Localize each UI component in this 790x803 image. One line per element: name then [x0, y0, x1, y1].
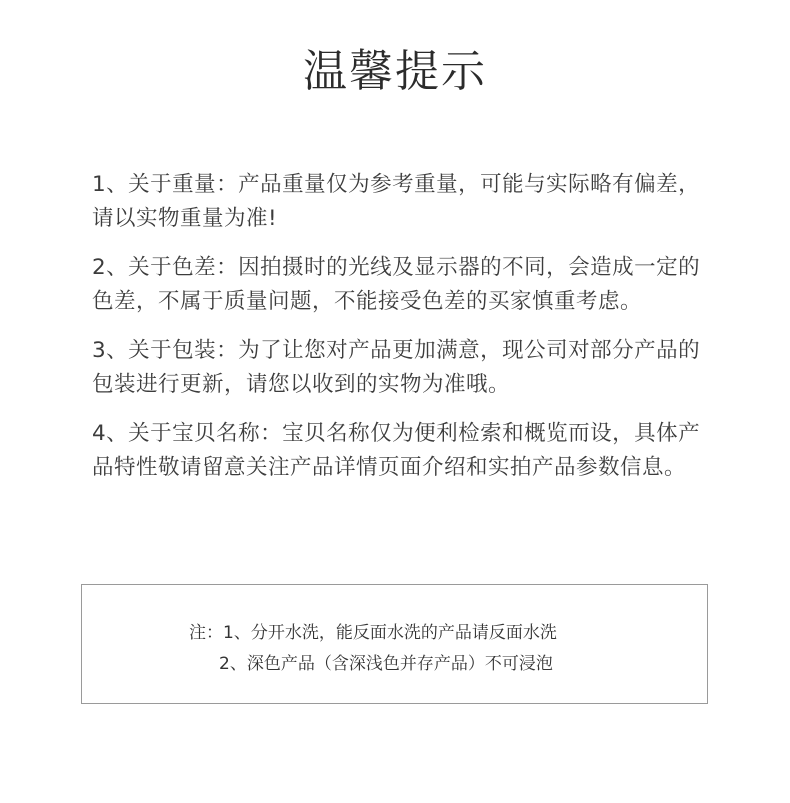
washing-note-box	[81, 584, 708, 704]
note-color-difference: 2、关于色差：因拍摄时的光线及显示器的不同，会造成一定的色差，不属于质量问题，不能接受色差的买家慎重考虑。	[92, 255, 701, 314]
washing-note-line-1: 注：1、分开水洗，能反面水洗的产品请反面水洗	[189, 623, 557, 643]
page-title: 温馨提示	[303, 46, 487, 97]
note-packaging: 3、关于包装：为了让您对产品更加满意，现公司对部分产品的包装进行更新，请您以收到的实物为准哦。	[92, 338, 701, 397]
note-product-name: 4、关于宝贝名称：宝贝名称仅为便利检索和概览而设，具体产品特性敬请留意关注产品详情页面介绍和实拍产品参数信息。	[92, 421, 701, 480]
note-weight: 1、关于重量：产品重量仅为参考重量，可能与实际略有偏差，请以实物重量为准!	[92, 172, 701, 231]
notes-list	[92, 168, 712, 500]
washing-note-line-2: 2、深色产品（含深浅色并存产品）不可浸泡	[219, 654, 553, 674]
